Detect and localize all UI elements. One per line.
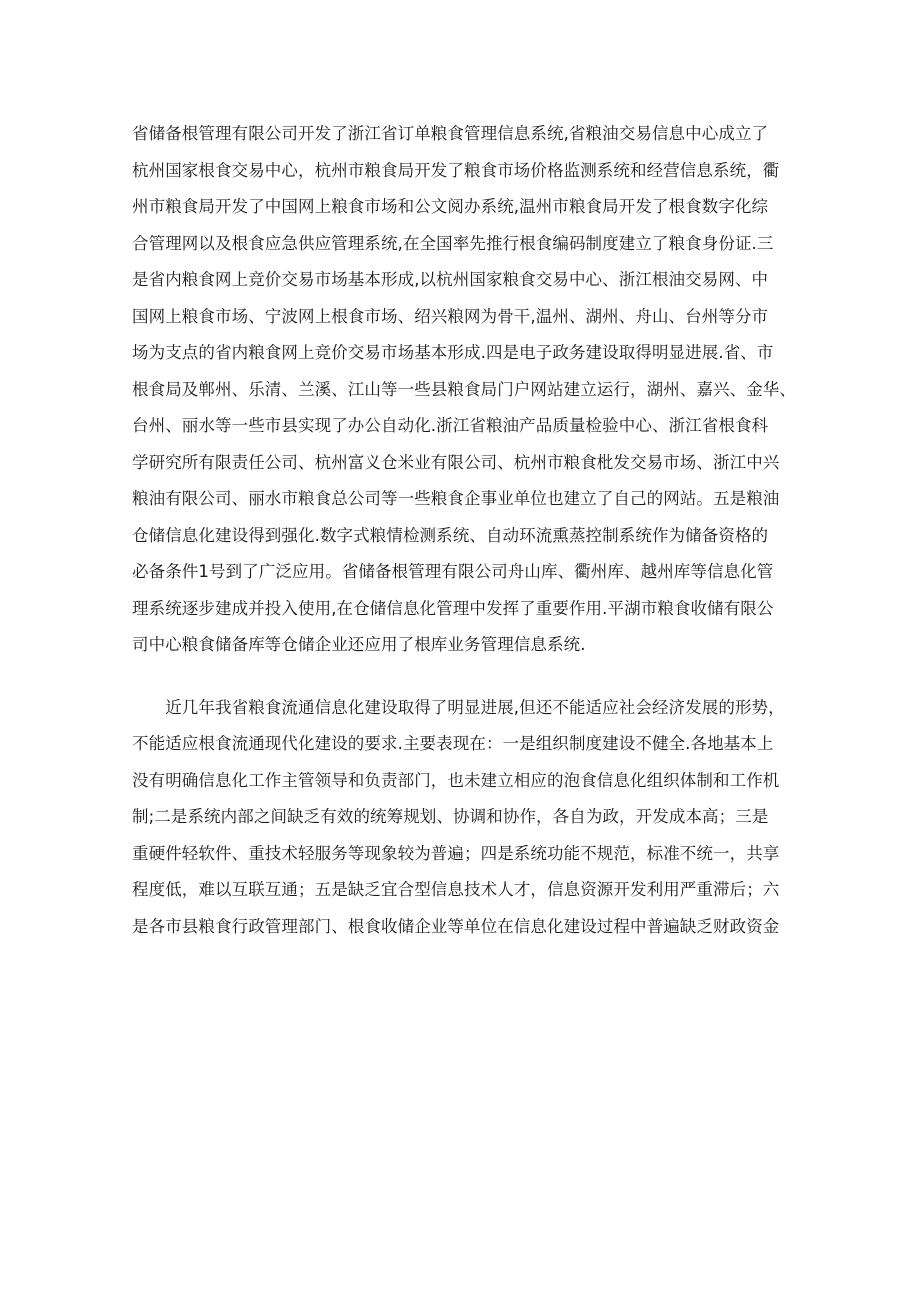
text-line: 合管理网以及根食应急供应管理系统,在全国率先推行根食编码制度建立了粮食身份证.三 [132,233,774,253]
text-line: 仓储信息化建设得到强化.数字式粮情检测系统、自动环流熏蒸控制系统作为储备资格的 [132,525,769,545]
text-line: 没有明确信息化工作主管领导和负责部门，也未建立相应的泡食信息化组织体制和工作机 [132,770,780,790]
text-line: 不能适应根食流通现代化建设的要求.主要表现在：一是组织制度建设不健全.各地基本上 [132,734,774,753]
text-line: 重硬件轻软件、重技术轻服务等现象较为普遍；四是系统功能不规范，标准不统一，共享 [132,843,780,863]
text-line: 是各市县粮食行政管理部门、根食收储企业等单位在信息化建设过程中普遍缺乏财政资金 [132,916,780,936]
text-line: 台州、丽水等一些市县实现了办公自动化.浙江省粮油产品质量检验中心、浙江省根食科 [132,416,769,435]
paragraph-2 [132,693,802,949]
text-line: 制;二是系统内部之间缺乏有效的统筹规划、协调和协作，各自为政，开发成本高；三是 [132,807,769,826]
text-line: 杭州国家根食交易中心，杭州市粮食局开发了粮食市场价格监测系统和经营信息系统，衢 [132,160,780,180]
text-line: 近几年我省粮食流通信息化建设取得了明显进展,但还不能适应社会经济发展的形势， [132,697,785,717]
text-line: 理系统逐步建成并投入使用,在仓储信息化管理中发挥了重要作用.平湖市粮食收储有限公 [132,598,774,618]
text-line: 是省内粮食网上竞价交易市场基本形成,以杭州国家粮食交易中心、浙江根油交易网、中 [132,270,769,289]
paragraph-1 [132,119,802,667]
text-line: 省储备根管理有限公司开发了浙江省订单粮食管理信息系统,省粮油交易信息中心成立了 [132,124,769,143]
text-line: 粮油有限公司、丽水市粮食总公司等一些粮食企事业单位也建立了自己的网站。五是粮油 [132,489,780,508]
text-line: 司中心粮食储备库等仓储企业还应用了根库业务管理信息系统. [132,635,586,654]
text-line: 程度低，难以互联互通；五是缺乏宜合型信息技术人才，信息资源开发利用严重滞后；六 [132,880,780,899]
text-line: 国网上粮食市场、宁波网上根食市场、绍兴粮网为骨干,温州、湖州、舟山、台州等分市 [132,306,769,326]
paragraph-gap [132,667,802,693]
body-text [132,119,802,948]
text-line: 必备条件1号到了广泛应用。省储备根管理有限公司舟山库、衢州库、越州库等信息化管 [132,562,774,581]
text-line: 州市粮食局开发了中国网上粮食市场和公文阅办系统,温州市粮食局开发了根食数字化综 [132,197,769,216]
text-line: 场为支点的省内粮食网上竞价交易市场基本形成.四是电子政务建设取得明显进展.省、市 [132,343,774,362]
text-line: 学研究所有限责任公司、杭州富义仓米业有限公司、杭州市粮食枇发交易市场、浙江中兴 [132,452,780,472]
text-line: 根食局及郸州、乐清、兰溪、江山等一些县粮食局门户网站建立运行，湖州、嘉兴、金华、 [132,379,796,399]
